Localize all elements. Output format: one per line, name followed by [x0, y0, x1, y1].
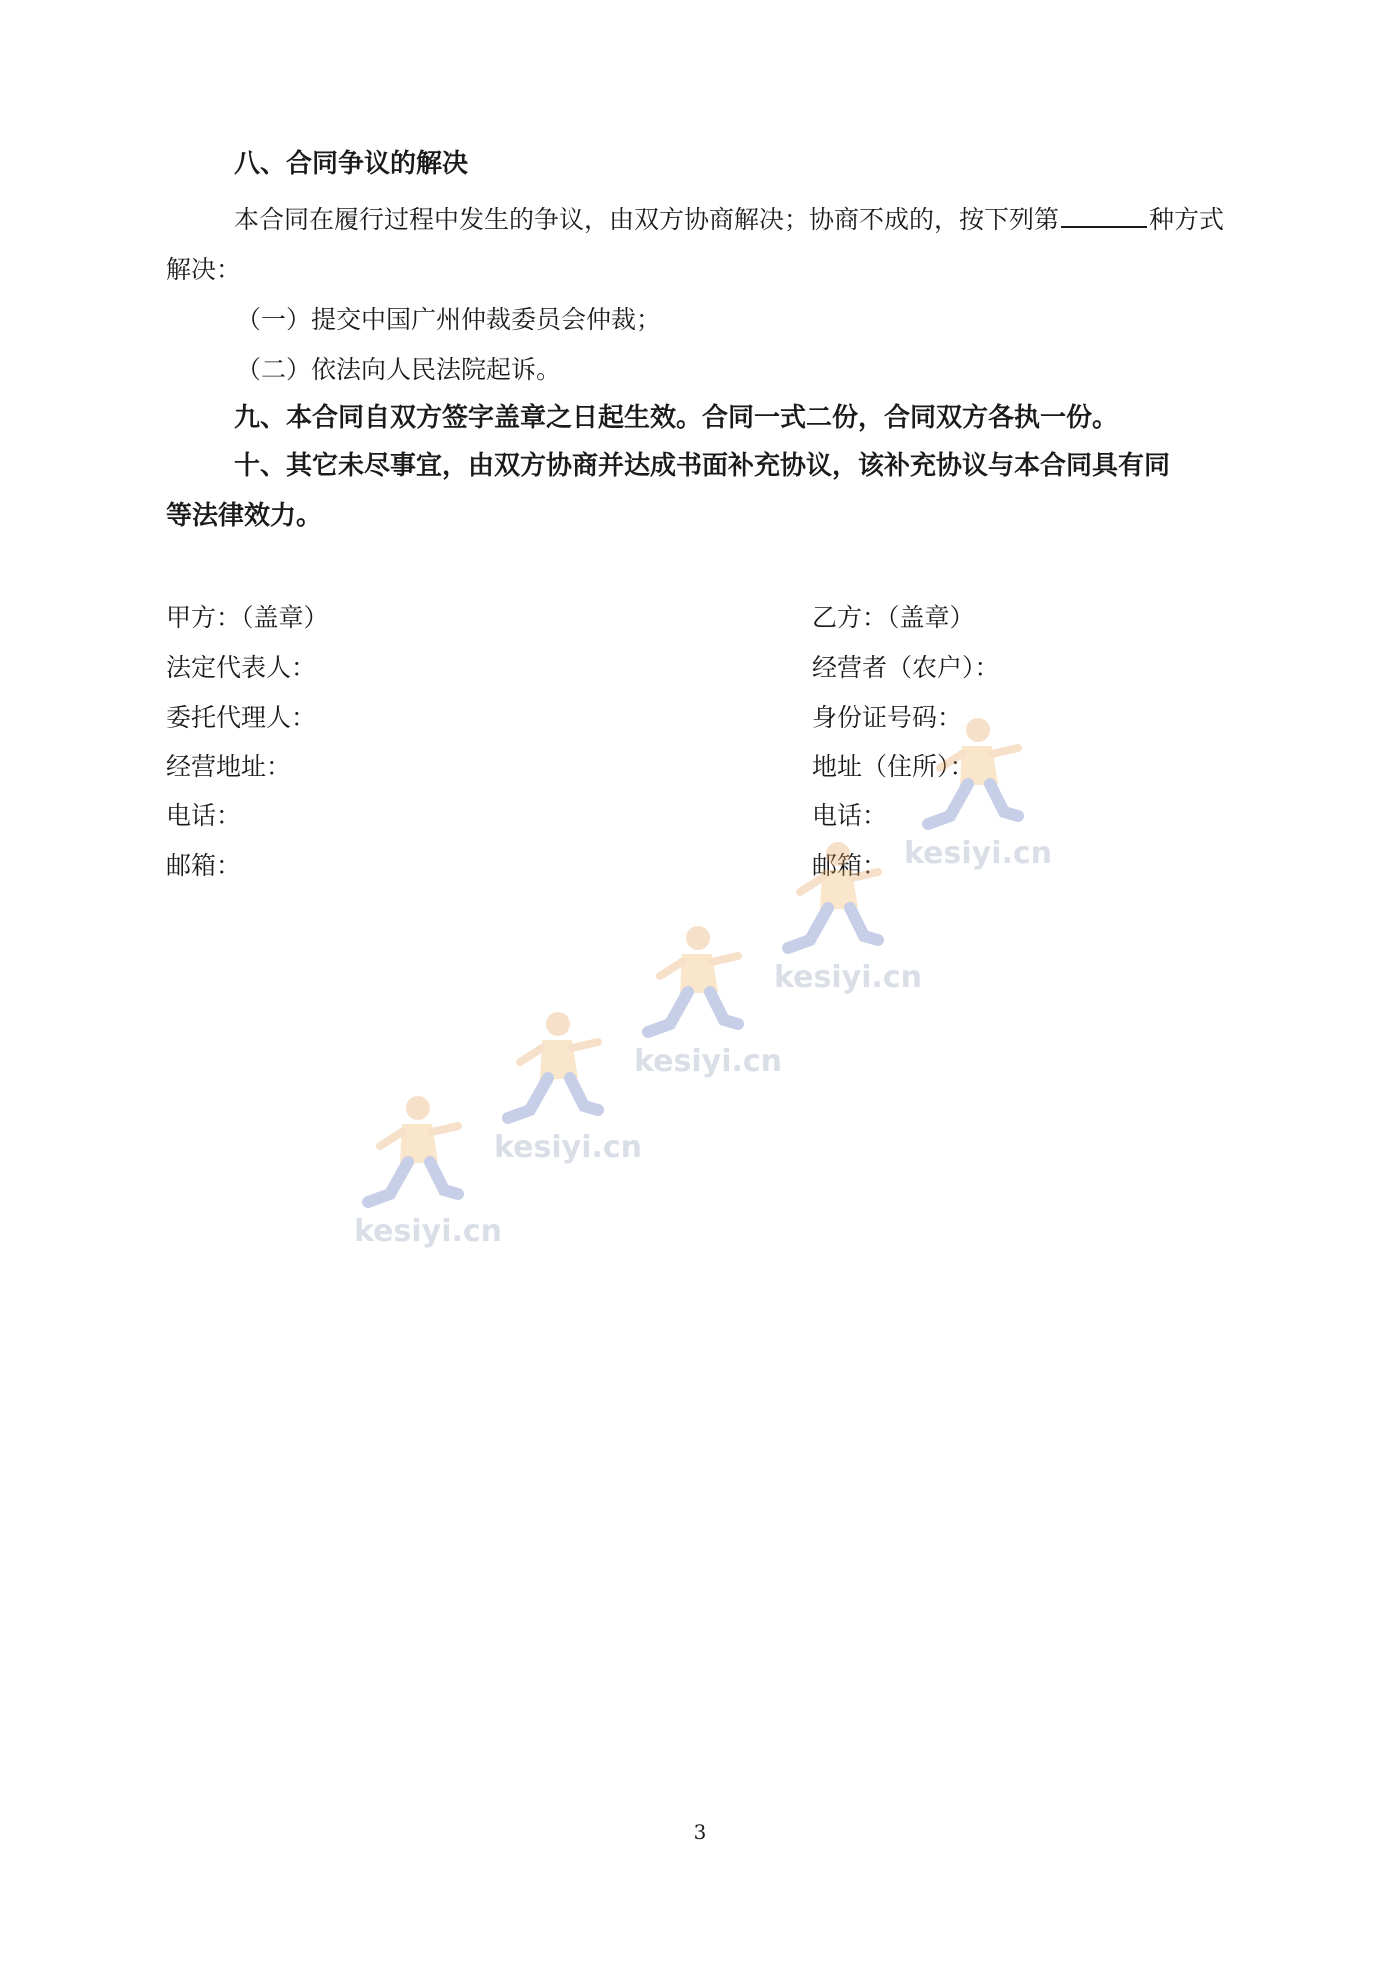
- party-a-legal-representative: 法定代表人：: [166, 653, 317, 682]
- watermark-text: kesiyi.cn: [494, 1130, 643, 1165]
- party-b-operator: 经营者（农户）：: [812, 653, 1000, 682]
- section-10-clause-line2: 等法律效力。: [166, 501, 323, 531]
- party-a-business-address: 经营地址：: [166, 752, 292, 781]
- runner-watermark-icon: [770, 836, 900, 966]
- watermark-text: kesiyi.cn: [634, 1044, 783, 1079]
- section-8-paragraph-part1: 本合同在履行过程中发生的争议，由双方协商解决；协商不成的，按下列第: [234, 205, 1060, 234]
- section-8-heading: 八、合同争议的解决: [234, 149, 469, 179]
- party-a-phone: 电话：: [166, 801, 242, 830]
- method-number-blank: [1061, 204, 1147, 228]
- watermark: [490, 1006, 643, 1165]
- dispute-option-1: （一）提交中国广州仲裁委员会仲裁；: [236, 305, 662, 334]
- party-a-email: 邮箱：: [166, 851, 242, 880]
- party-a-authorized-agent: 委托代理人：: [166, 703, 317, 732]
- watermark: [770, 836, 923, 995]
- runner-watermark-icon: [490, 1006, 620, 1136]
- watermark-text: kesiyi.cn: [774, 960, 923, 995]
- watermark: [350, 1090, 503, 1249]
- section-10-clause-line1: 十、其它未尽事宜，由双方协商并达成书面补充协议，该补充协议与本合同具有同: [234, 451, 1171, 481]
- party-b-email: 邮箱：: [812, 851, 888, 880]
- section-8-paragraph-continuation: 解决：: [166, 255, 242, 284]
- party-b-label: 乙方：（盖章）: [812, 603, 975, 632]
- watermark: [904, 712, 1053, 871]
- party-b-address: 地址（住所）：: [812, 752, 975, 781]
- section-8-paragraph-part2: 种方式: [1149, 205, 1225, 234]
- runner-watermark-icon: [350, 1090, 480, 1220]
- party-b-phone: 电话：: [812, 801, 888, 830]
- page-number: 3: [693, 1820, 707, 1844]
- runner-watermark-icon: [630, 920, 760, 1050]
- section-8-paragraph: [234, 202, 1224, 238]
- dispute-option-2: （二）依法向人民法院起诉。: [236, 355, 562, 384]
- party-a-label: 甲方：（盖章）: [166, 603, 329, 632]
- watermark-text: kesiyi.cn: [904, 836, 1053, 871]
- watermark: [630, 920, 783, 1079]
- watermark-text: kesiyi.cn: [354, 1214, 503, 1249]
- party-b-id-number: 身份证号码：: [812, 703, 963, 732]
- runner-watermark-icon: [910, 712, 1040, 842]
- section-9-clause: 九、本合同自双方签字盖章之日起生效。合同一式二份，合同双方各执一份。: [234, 403, 1119, 433]
